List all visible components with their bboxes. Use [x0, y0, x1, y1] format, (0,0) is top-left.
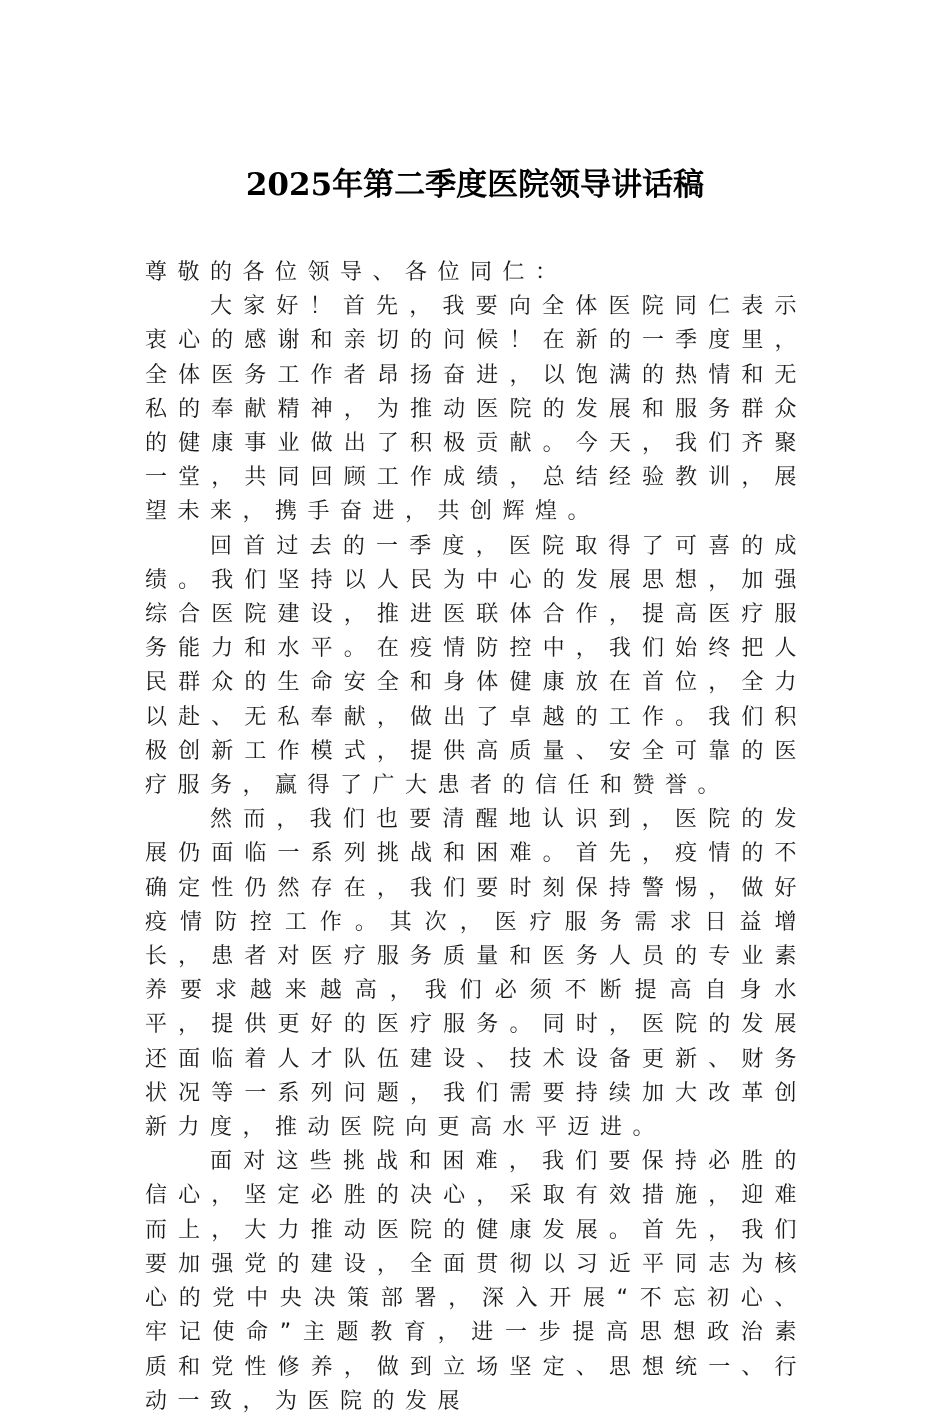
paragraph-measures: 面对这些挑战和困难，我们要保持必胜的信心，坚定必胜的决心，采取有效措施，迎难而上，大力推动医院的健康发展。首先，我们要加强党的建设，全面贯彻以习近平同志为核心的党中央决策部署，深入开展“不忘初心、牢记使命”主题教育，进一步提高思想政治素质和党性修养，做到立场坚定、思想统一、行动一致，为医院的发展	[145, 1149, 807, 1414]
paragraph-challenges: 然而，我们也要清醒地认识到，医院的发展仍面临一系列挑战和困难。首先，疫情的不确定性仍然存在，我们要时刻保持警惕，做好疫情防控工作。其次，医疗服务需求日益增长，患者对医疗服务质量和医务人员的专业素养要求越来越高，我们必须不断提高自身水平，提供更好的医疗服务。同时，医院的发展还面临着人才队伍建设、技术设备更新、财务状况等一系列问题，我们需要持续加大改革创新力度，推动医院向更高水平迈进。	[145, 807, 807, 1141]
document-body	[145, 256, 807, 1419]
document-title: 2025年第二季度医院领导讲话稿	[245, 167, 705, 203]
paragraph-achievements: 回首过去的一季度，医院取得了可喜的成绩。我们坚持以人民为中心的发展思想，加强综合医院建设，推进医联体合作，提高医疗服务能力和水平。在疫情防控中，我们始终把人民群众的生命安全和身体健康放在首位，全力以赴、无私奉献，做出了卓越的工作。我们积极创新工作模式，提供高质量、安全可靠的医疗服务，赢得了广大患者的信任和赞誉。	[145, 533, 807, 799]
paragraph-greeting: 大家好！首先，我要向全体医院同仁表示衷心的感谢和亲切的问候！在新的一季度里，全体医务工作者昂扬奋进，以饱满的热情和无私的奉献精神，为推动医院的发展和服务群众的健康事业做出了积极贡献。今天，我们齐聚一堂，共同回顾工作成绩，总结经验教训，展望未来，携手奋进，共创辉煌。	[145, 294, 807, 525]
salutation: 尊敬的各位领导、各位同仁：	[145, 260, 568, 285]
